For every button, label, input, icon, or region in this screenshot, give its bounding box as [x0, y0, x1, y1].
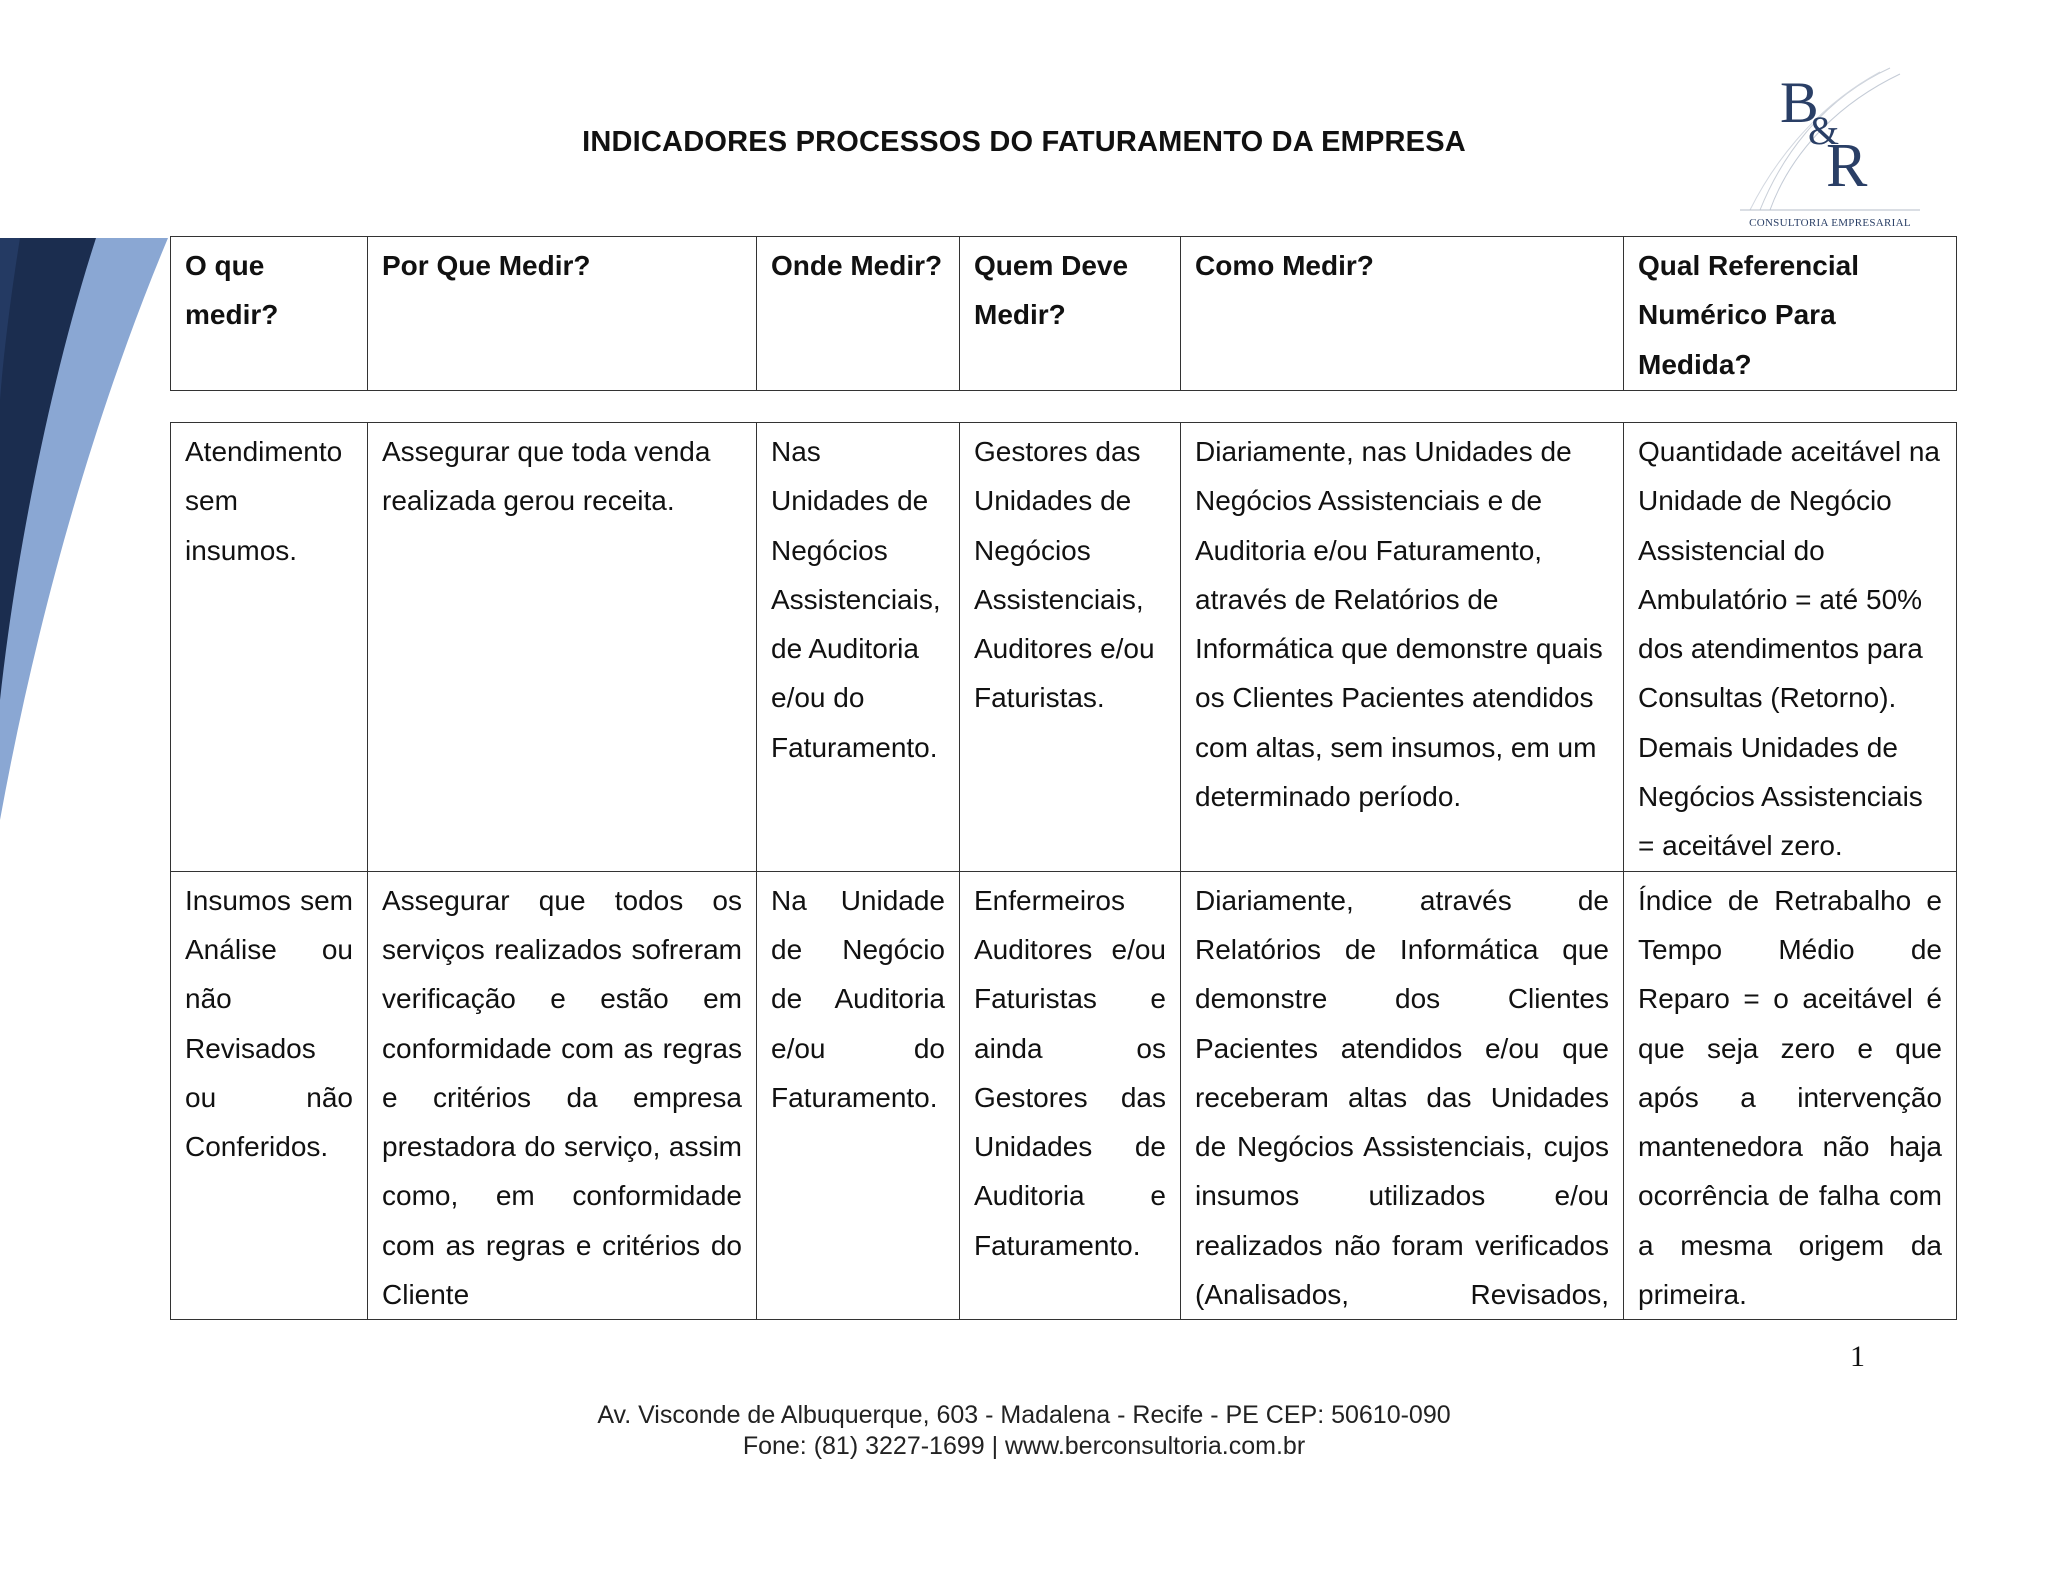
cell-referencial-numerico: Quantidade aceitável na Unidade de Negócio Assistencial do Ambulatório = até 50% dos atendimentos para Consultas (Retorno). Demais Unidades de Negócios Assistenciais = aceitável zero.	[1624, 423, 1957, 872]
header-row	[171, 237, 1957, 391]
document-title: INDICADORES PROCESSOS DO FATURAMENTO DA EMPRESA	[582, 126, 1466, 158]
cell-por-que-medir: Assegurar que toda venda realizada gerou receita.	[368, 423, 757, 872]
cell-por-que-medir: Assegurar que todos os serviços realizados sofreram verificação e estão em conformidade com as regras e critérios da empresa prestadora do serviço, assim como, em conformidade com as regras e critérios do Cliente	[368, 871, 757, 1320]
cell-referencial-numerico: Índice de Retrabalho e Tempo Médio de Reparo = o aceitável é que seja zero e que após a intervenção mantenedora não haja ocorrência de falha com a mesma origem da primeira.	[1624, 871, 1957, 1320]
logo-tagline: CONSULTORIA EMPRESARIAL	[1749, 217, 1911, 229]
cell-quem-deve-medir: Enfermeiros Auditores e/ou Faturistas e ainda os Gestores das Unidades de Auditoria e Faturamento.	[960, 871, 1181, 1320]
logo-letter-r: R	[1826, 132, 1868, 200]
cell-como-medir: Diariamente, através de Relatórios de Informática que demonstre dos Clientes Pacientes atendidos e/ou que receberam altas das Unidades de Negócios Assistenciais, cujos insumos utilizados e/ou realizados não foram verificados (Analisados, Revisados,	[1181, 871, 1624, 1320]
cell-quem-deve-medir: Gestores das Unidades de Negócios Assistenciais, Auditores e/ou Faturistas.	[960, 423, 1181, 872]
cell-o-que-medir: Atendimento sem insumos.	[171, 423, 368, 872]
footer-contact: Fone: (81) 3227-1699 | www.berconsultoria.com.br	[742, 1432, 1306, 1460]
header-onde-medir: Onde Medir?	[757, 237, 960, 391]
logo-ampersand: &	[1808, 108, 1840, 153]
logo-letter-b: B	[1780, 70, 1819, 135]
header-referencial-numerico: Qual Referencial Numérico Para Medida?	[1624, 237, 1957, 391]
footer-address: Av. Visconde de Albuquerque, 603 - Madalena - Recife - PE CEP: 50610-090	[597, 1401, 1451, 1429]
table-row	[171, 871, 1957, 1320]
cell-o-que-medir: Insumos sem Análise ou não Revisados ou não Conferidos.	[171, 871, 368, 1320]
page-footer	[0, 1400, 2048, 1462]
cell-como-medir: Diariamente, nas Unidades de Negócios Assistenciais e de Auditoria e/ou Faturamento, através de Relatórios de Informática que demonstre quais os Clientes Pacientes atendidos com altas, sem insumos, em um determinado período.	[1181, 423, 1624, 872]
header-por-que-medir: Por Que Medir?	[368, 237, 757, 391]
indicators-table	[170, 422, 1957, 1320]
header-o-que-medir: O que medir?	[171, 237, 368, 391]
header-quem-deve-medir: Quem Deve Medir?	[960, 237, 1181, 391]
header-como-medir: Como Medir?	[1181, 237, 1624, 391]
table-row	[171, 423, 1957, 872]
header-table	[170, 236, 1957, 391]
cell-onde-medir: Nas Unidades de Negócios Assistenciais, de Auditoria e/ou do Faturamento.	[757, 423, 960, 872]
page-number: 1	[1850, 1340, 1865, 1373]
cell-onde-medir: Na Unidade de Negócio de Auditoria e/ou do Faturamento.	[757, 871, 960, 1320]
